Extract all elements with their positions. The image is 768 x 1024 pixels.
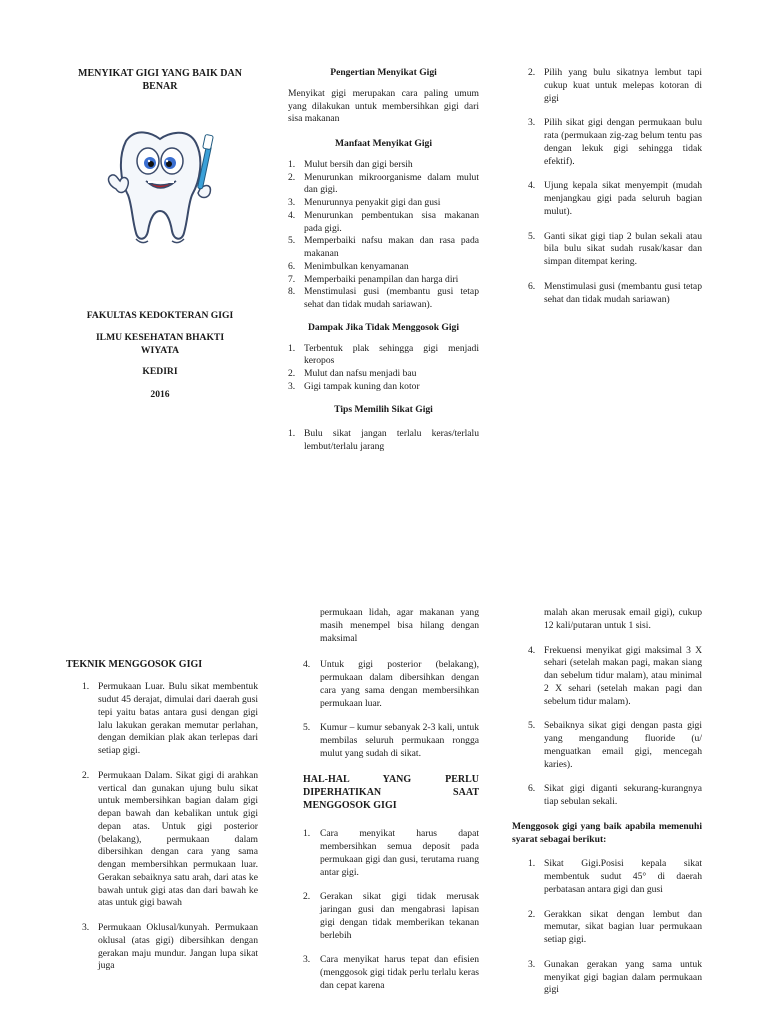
list-item: 1. Sikat Gigi.Posisi kepala sikat membentuk sudut 45° di daerah perbatasan antara gigi dan gusi	[528, 858, 702, 895]
city-name: KEDIRI	[142, 366, 178, 377]
p2-right-column	[512, 607, 702, 1009]
list-item: 2. Permukaan Dalam. Sikat gigi di arahkan vertical dan gunakan ujung bulu sikat untuk membersihkan bagian dalam gigi depan bawah dan kebalikan untuk gigi depan atas. Untuk gigi posterior (belakang), permukaan dalam dibersihkan dengan cara yang sama dengan membersihkan permukaan luar. Gerakan sebaiknya satu arah, dari atas ke bawah untuk gigi atas dan dari bawah ke atas untuk gigi bawah	[82, 769, 258, 909]
list-item: 4. Untuk gigi posterior (belakang), permukaan dalam dibersihkan dengan cara yang sama dengan membersihkan permukaan luar.	[303, 659, 479, 709]
list-item: 2. Gerakkan sikat dengan lembut dan memutar, sikat bagian luar permukaan setiap gigi.	[528, 908, 702, 945]
syarat-heading: Menggosok gigi yang baik apabila memenuhi syarat sebagai berikut:	[512, 820, 702, 845]
list-item: 3. Gunakan gerakan yang sama untuk menyikat gigi bagian dalam permukaan gigi	[528, 958, 702, 996]
list-item: 1. Mulut bersih dan gigi bersih	[288, 158, 413, 170]
p2-middle-column	[303, 607, 479, 1005]
list-item: 5. Kumur – kumur sebanyak 2-3 kali, untuk membilas seluruh permukaan rongga mulut yang sudah di sikat.	[303, 722, 479, 759]
list-item: 7. Memperbaiki penampilan dan harga diri	[288, 273, 459, 285]
list-item: 8. Menstimulasi gusi (membantu gusi tetap sehat dan tidak mudah sariawan).	[288, 286, 479, 310]
tooth-mascot-image	[96, 119, 224, 249]
teknik-list-continued	[303, 659, 479, 760]
list-item: 6. Menimbulkan kenyamanan	[288, 260, 409, 272]
list-item: 1. Permukaan Luar. Bulu sikat membentuk sudut 45 derajat, dimulai dari daerah gusi tepi yaitu batas antara gusi dengan gigi lalu lakukan gerakan memutar perlahan, dengan demikian plak akan terlepas dari setiap gigi.	[82, 681, 258, 757]
list-item: 3. Menurunnya penyakit gigi dan gusi	[288, 197, 441, 208]
p2-left-column	[66, 658, 258, 985]
list-item: 5. Ganti sikat gigi tiap 2 bulan sekali atau bila bulu sikat sudah rusak/kasar dan simpan ditempat kering.	[528, 230, 702, 267]
list-item: 3. Pilih sikat gigi dengan permukaan bulu rata (permukaan zig-zag belum tentu pas dengan lekuk gigi sehingga tidak efektif).	[528, 117, 702, 167]
list-item: 6. Sikat gigi diganti sekurang-kurangnya tiap sebulan sekali.	[528, 783, 702, 807]
continued-text: malah akan merusak email gigi), cukup 12 kali/putaran untuk 1 sisi.	[544, 607, 702, 631]
list-item: 4. Menurunkan pembentukan sisa makanan pada gigi.	[288, 209, 479, 234]
list-item: 2. Menurunkan mikroorganisme dalam mulut dan gigi.	[288, 171, 479, 196]
list-item: 1. Bulu sikat jangan terlalu keras/terlalu lembut/terlalu jarang	[288, 428, 479, 452]
manfaat-heading: Manfaat Menyikat Gigi	[335, 138, 432, 149]
p1-middle-column	[288, 67, 479, 454]
list-item: 3. Permukaan Oklusal/kunyah. Permukaan oklusal (atas gigi) dibersihkan dengan gerakan maju mundur. Jangan lupa sikat juga	[82, 922, 258, 972]
list-item: 2. Mulut dan nafsu menjadi bau	[288, 368, 417, 379]
teknik-heading: TEKNIK MENGGOSOK GIGI	[66, 659, 203, 670]
tooth-icon	[96, 119, 224, 249]
tips-list	[288, 428, 479, 454]
list-item: 5. Memperbaiki nafsu makan dan rasa pada makanan	[288, 235, 479, 259]
dampak-heading: Dampak Jika Tidak Menggosok Gigi	[307, 321, 460, 333]
continued-text: permukaan lidah, agar makanan yang masih menempel bisa hilang dengan maksimal	[320, 607, 479, 644]
p1-left-column	[62, 67, 258, 400]
list-item: 1. Terbentuk plak sehingga gigi menjadi keropos	[288, 342, 479, 367]
year-label: 2016	[150, 389, 170, 400]
list-item: 5. Sebaiknya sikat gigi dengan pasta gigi yang mengandung fluoride (u/ menguatkan email gigi, mencegah karies).	[528, 720, 702, 770]
hal-list	[303, 828, 479, 992]
list-item: 4. Frekuensi menyikat gigi maksimal 3 X sehari (setelah makan pagi, makan siang dan sebelum tidur malam), atau minimal 2 X sehari (setelah makan pagi dan sebelum tidur malam).	[528, 644, 702, 707]
teknik-list	[66, 681, 258, 973]
tips-list-continued	[528, 67, 702, 306]
hal-list-continued	[512, 645, 702, 809]
p1-right-column	[528, 67, 702, 318]
dampak-list	[288, 343, 479, 394]
list-item: 2. Gerakan sikat gigi tidak merusak jaringan gusi dan mengabrasi lapisan gigi dengan tidak memberikan tekanan berlebih	[303, 891, 479, 941]
list-item: 3. Cara menyikat harus tepat dan efisien (menggosok gigi tidak perlu terlalu keras dan cepat karena	[303, 954, 479, 991]
institute-name: ILMU KESEHATAN BHAKTI WIYATA	[95, 332, 225, 356]
hal-heading: HAL-HAL YANG PERLU DIPERHATIKAN SAAT MENGGOSOK GIGI	[303, 773, 479, 812]
faculty-name: FAKULTAS KEDOKTERAN GIGI	[86, 310, 234, 321]
manfaat-list	[288, 159, 479, 312]
list-item: 1. Cara menyikat harus dapat membersihkan semua deposit pada permukaan gigi dan gusi, terutama ruang antar gigi.	[303, 828, 479, 878]
brochure-title: MENYIKAT GIGI YANG BAIK DAN BENAR	[78, 68, 242, 93]
syarat-list	[512, 858, 702, 997]
list-item: 6. Menstimulasi gusi (membantu gusi tetap sehat dan tidak mudah sariawan)	[528, 280, 702, 305]
list-item: 4. Ujung kepala sikat menyempit (mudah menjangkau gigi pada seluruh bagian mulut).	[528, 180, 702, 217]
list-item: 3. Gigi tampak kuning dan kotor	[288, 380, 420, 392]
tips-heading: Tips Memilih Sikat Gigi	[334, 403, 433, 415]
list-item: 2. Pilih yang bulu sikatnya lembut tapi cukup kuat untuk melepas kotoran di gigi	[528, 67, 702, 104]
pengertian-heading: Pengertian Menyikat Gigi	[330, 67, 437, 78]
pengertian-text: Menyikat gigi merupakan cara paling umum yang dilakukan untuk membersihkan gigi dari sisa makanan	[288, 87, 479, 125]
